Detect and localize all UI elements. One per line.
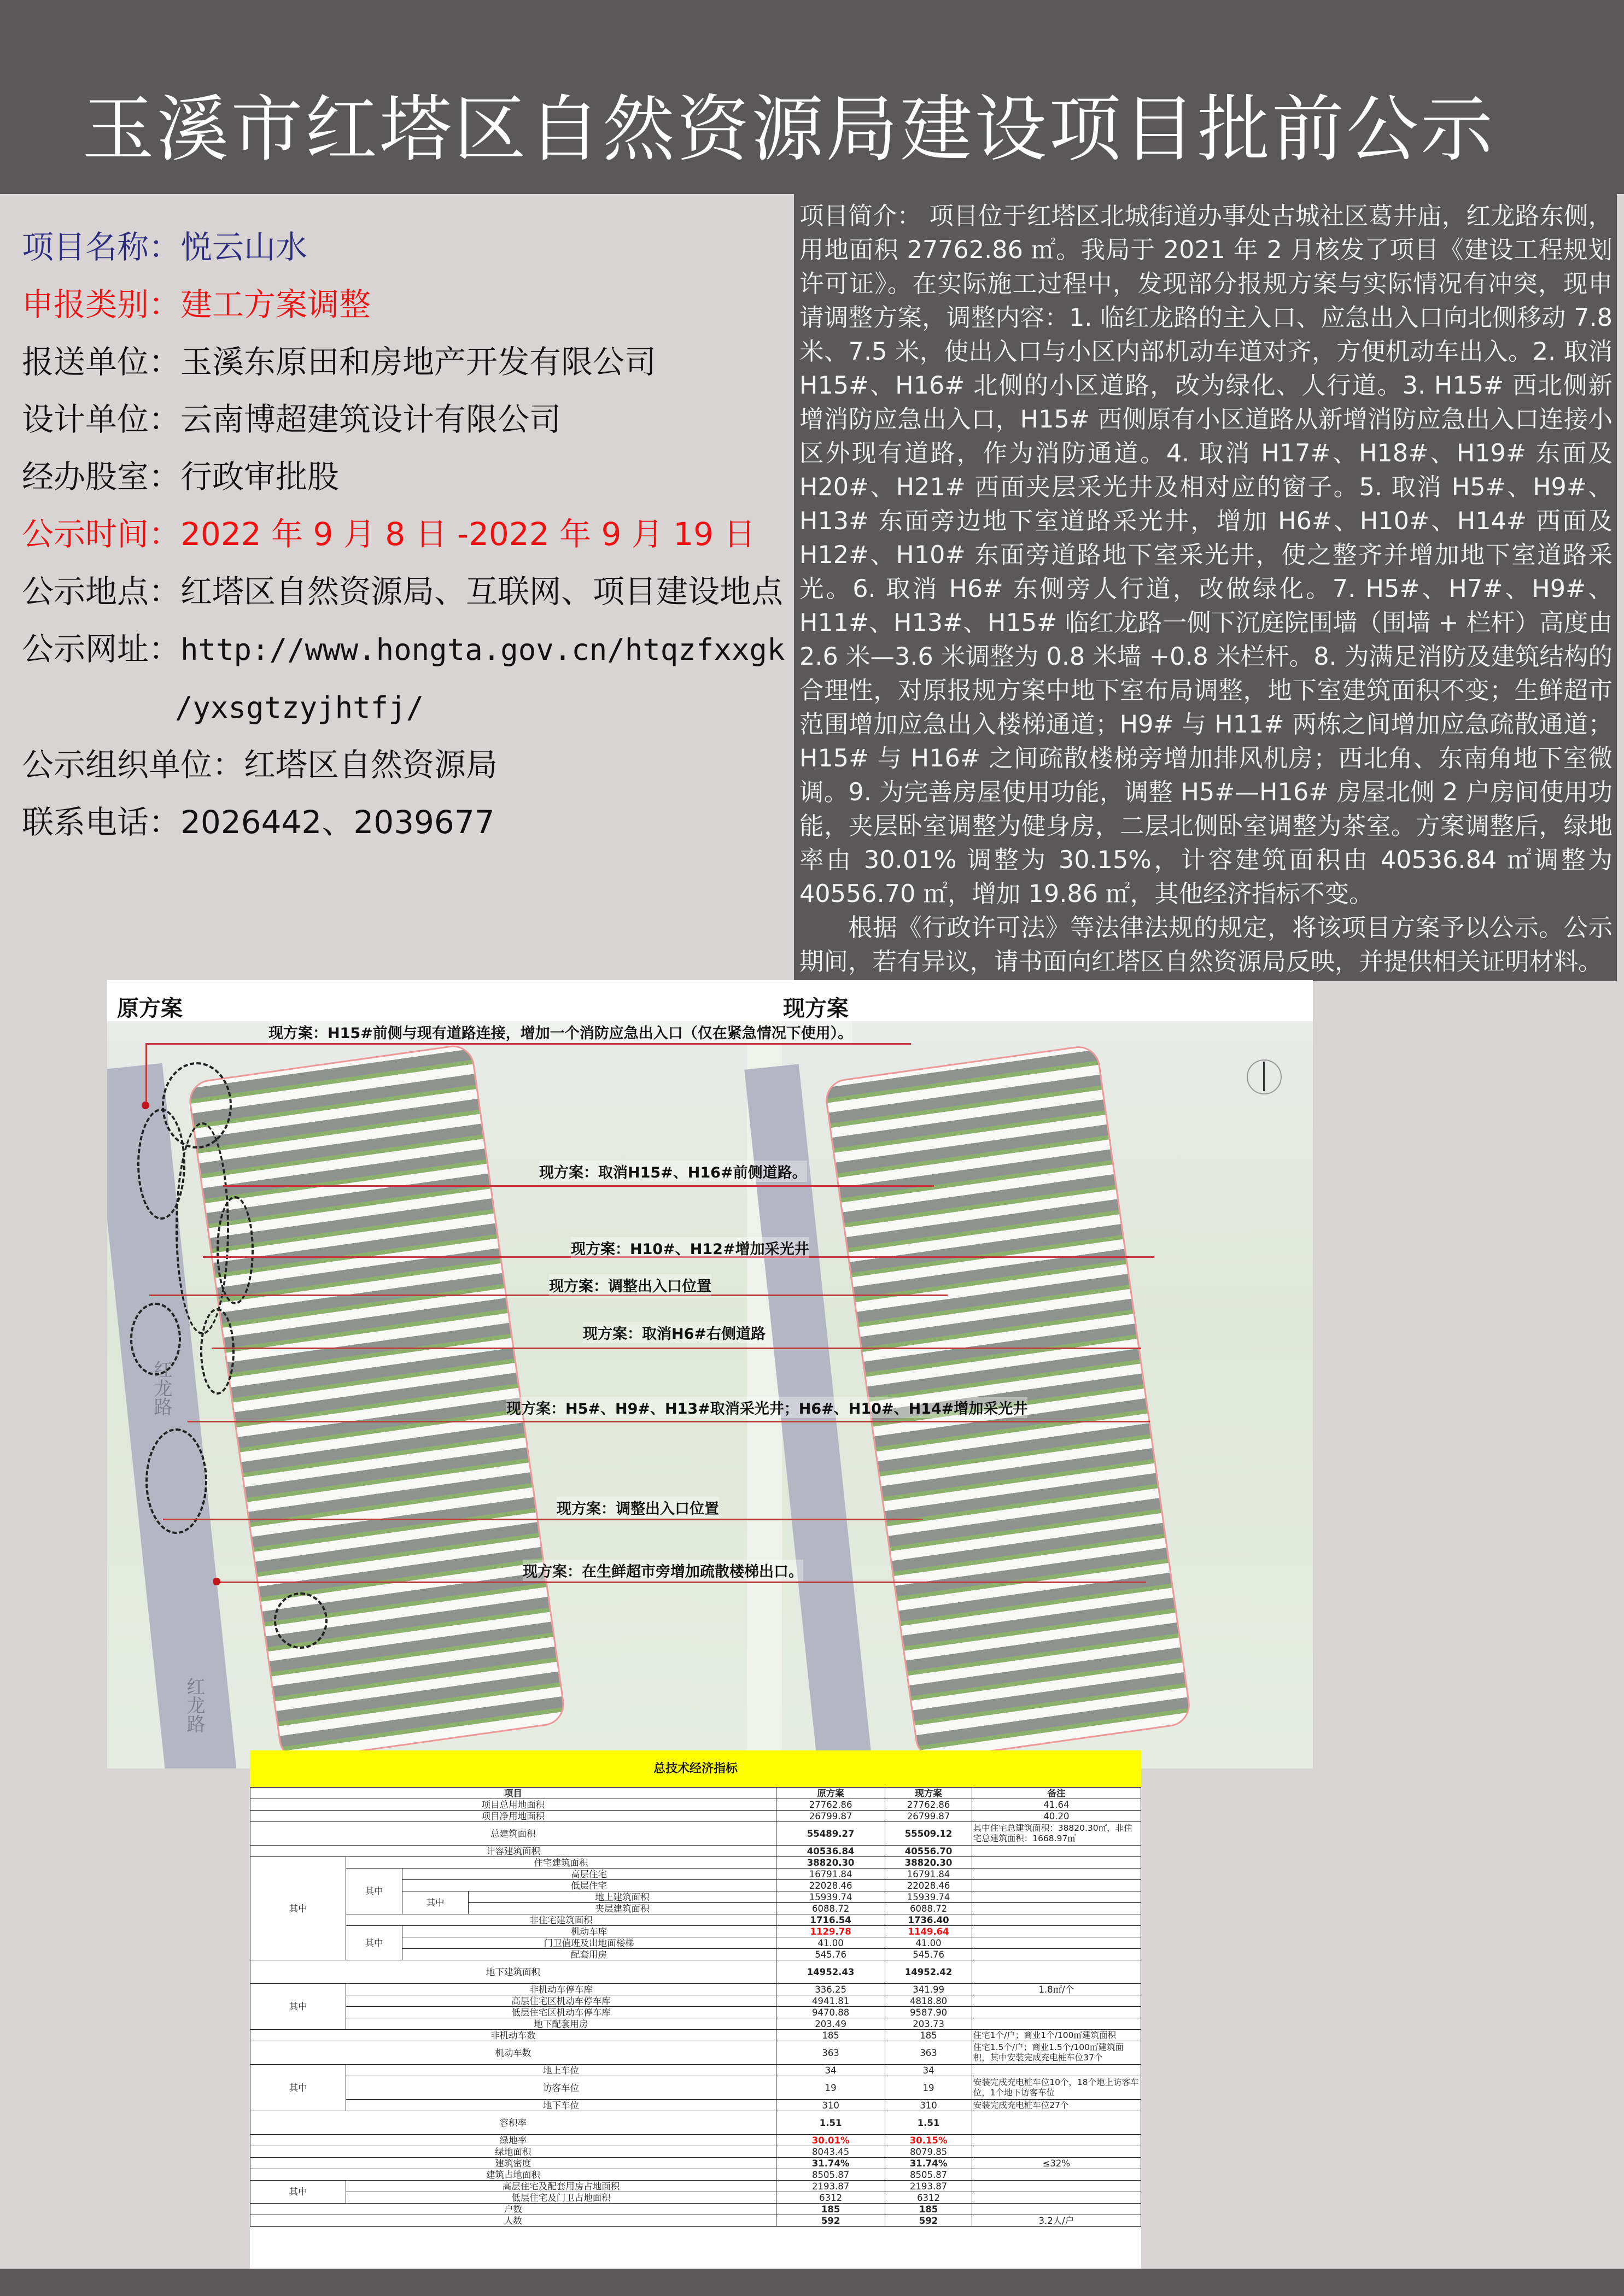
designer-value: 云南博超建筑设计有限公司 xyxy=(180,401,562,438)
original-value: 26799.87 xyxy=(776,1811,885,1822)
row-label: 夹层建筑面积 xyxy=(469,1903,776,1914)
row-label: 低层住宅 xyxy=(402,1880,776,1891)
note: ≤32% xyxy=(972,2158,1141,2169)
category-row xyxy=(22,276,787,333)
row-label: 户数 xyxy=(250,2204,776,2215)
original-value: 592 xyxy=(776,2215,885,2227)
row-label: 非机动车数 xyxy=(250,2030,776,2041)
original-value: 9470.88 xyxy=(776,2007,885,2018)
north-arrow-icon xyxy=(1247,1059,1282,1094)
change-highlight xyxy=(130,1303,181,1375)
original-value: 185 xyxy=(776,2204,885,2215)
table-row xyxy=(250,1857,1141,1869)
original-value: 22028.46 xyxy=(776,1880,885,1891)
table-title: 总技术经济指标 xyxy=(250,1750,1141,1787)
table-row xyxy=(250,2169,1141,2181)
current-plan-label: 现方案 xyxy=(783,996,849,1021)
row-label: 地下建筑面积 xyxy=(250,1960,776,1984)
group-label: 其中 xyxy=(250,1984,346,2030)
table-row xyxy=(250,1995,1141,2007)
period-row xyxy=(22,506,787,563)
leader-line xyxy=(163,1519,923,1520)
original-value: 38820.30 xyxy=(776,1857,885,1869)
annotation: 现方案：取消H15#、H16#前侧道路。 xyxy=(539,1161,807,1182)
label: 报送单位： xyxy=(22,343,181,380)
label: 经办股室： xyxy=(22,458,181,495)
row-label: 总建筑面积 xyxy=(250,1822,776,1846)
current-value: 341.99 xyxy=(885,1984,972,1995)
note xyxy=(972,1857,1141,1869)
row-label: 地下配套用房 xyxy=(346,2018,776,2030)
table-row xyxy=(250,1799,1141,1811)
table-row xyxy=(250,2111,1141,2135)
row-label: 低层住宅及门卫占地面积 xyxy=(346,2192,776,2204)
row-label: 高层住宅区机动车停车库 xyxy=(346,1995,776,2007)
table-row xyxy=(250,2076,1141,2100)
current-value: 8505.87 xyxy=(885,2169,972,2181)
row-label: 配套用房 xyxy=(402,1949,776,1960)
table-row xyxy=(250,2215,1141,2227)
note xyxy=(972,1995,1141,2007)
table-row xyxy=(250,2030,1141,2041)
group-label: 其中 xyxy=(250,2181,346,2204)
indicators-table xyxy=(250,1787,1141,2227)
original-value: 203.49 xyxy=(776,2018,885,2030)
office-value: 行政审批股 xyxy=(180,458,340,495)
current-value: 203.73 xyxy=(885,2018,972,2030)
current-value: 22028.46 xyxy=(885,1880,972,1891)
original-value: 40536.84 xyxy=(776,1846,885,1857)
original-value: 545.76 xyxy=(776,1949,885,1960)
current-value: 26799.87 xyxy=(885,1811,972,1822)
url-link[interactable]: http://www.hongta.gov.cn/htqzfxxgk xyxy=(180,632,785,667)
row-label: 项目总用地面积 xyxy=(250,1799,776,1811)
original-value: 1.51 xyxy=(776,2111,885,2135)
marker-dot xyxy=(142,1102,149,1109)
location-row xyxy=(22,563,787,620)
row-label: 高层住宅及配套用房占地面积 xyxy=(346,2181,776,2192)
note: 安装完成充电桩车位27个 xyxy=(972,2100,1141,2111)
table-row xyxy=(250,1984,1141,1995)
project-summary xyxy=(794,194,1617,981)
annotation: 现方案：H10#、H12#增加采光井 xyxy=(571,1237,809,1258)
current-value: 1736.40 xyxy=(885,1914,972,1926)
group-label: 其中 xyxy=(250,1857,346,1960)
note xyxy=(972,1869,1141,1880)
note xyxy=(972,2065,1141,2076)
table-row xyxy=(250,1822,1141,1846)
project-name: 悦云山水 xyxy=(180,229,308,266)
row-label: 计容建筑面积 xyxy=(250,1846,776,1857)
current-value: 38820.30 xyxy=(885,1857,972,1869)
row-label: 访客车位 xyxy=(346,2076,776,2100)
site-plan-comparison xyxy=(107,980,1313,1768)
current-value: 4818.80 xyxy=(885,1995,972,2007)
note xyxy=(972,2111,1141,2135)
note xyxy=(972,1903,1141,1914)
current-value: 6312 xyxy=(885,2192,972,2204)
phone-row xyxy=(22,794,787,851)
note xyxy=(972,1949,1141,1960)
url-link-cont[interactable]: /yxsgtzyjhtfj/ xyxy=(175,690,424,725)
current-value: 592 xyxy=(885,2215,972,2227)
designer-row xyxy=(22,391,787,448)
note xyxy=(972,1891,1141,1903)
note xyxy=(972,2018,1141,2030)
leader-line xyxy=(145,1043,147,1103)
current-value: 2193.87 xyxy=(885,2181,972,2192)
current-value: 40556.70 xyxy=(885,1846,972,1857)
note xyxy=(972,2135,1141,2146)
original-value: 310 xyxy=(776,2100,885,2111)
leader-line xyxy=(223,1185,934,1187)
leader-line xyxy=(149,1295,948,1296)
row-label: 建筑密度 xyxy=(250,2158,776,2169)
table-row xyxy=(250,1960,1141,1984)
current-value: 185 xyxy=(885,2030,972,2041)
current-value: 9587.90 xyxy=(885,2007,972,2018)
table-row xyxy=(250,2158,1141,2169)
original-value: 4941.81 xyxy=(776,1995,885,2007)
group-label: 其中 xyxy=(250,2065,346,2111)
annotation: 现方案：调整出入口位置 xyxy=(557,1497,719,1518)
organizer-row xyxy=(22,736,787,794)
original-value: 1129.78 xyxy=(776,1926,885,1937)
page-title: 玉溪市红塔区自然资源局建设项目批前公示 xyxy=(82,87,1495,172)
current-value: 6088.72 xyxy=(885,1903,972,1914)
note xyxy=(972,2169,1141,2181)
current-value: 30.15% xyxy=(885,2135,972,2146)
submitter-row xyxy=(22,333,787,391)
original-value: 363 xyxy=(776,2041,885,2065)
economic-indicators-table xyxy=(250,1750,1141,2269)
note xyxy=(972,1880,1141,1891)
original-value: 27762.86 xyxy=(776,1799,885,1811)
table-row xyxy=(250,1846,1141,1857)
current-value: 185 xyxy=(885,2204,972,2215)
phone-value: 2026442、2039677 xyxy=(180,804,495,841)
current-value: 310 xyxy=(885,2100,972,2111)
original-value: 2193.87 xyxy=(776,2181,885,2192)
label: 公示地点： xyxy=(22,573,181,610)
table-row xyxy=(250,2041,1141,2065)
leader-line xyxy=(217,1582,1146,1583)
note: 其中住宅总建筑面积：38820.30㎡，非住宅总建筑面积：1668.97㎡ xyxy=(972,1822,1141,1846)
original-value: 34 xyxy=(776,2065,885,2076)
annotation: 现方案：H5#、H9#、H13#取消采光井；H6#、H10#、H14#增加采光井 xyxy=(506,1397,1027,1418)
original-value: 6312 xyxy=(776,2192,885,2204)
table-row xyxy=(250,1914,1141,1926)
submitter-value: 玉溪东原田和房地产开发有限公司 xyxy=(180,343,657,380)
plan-label-bar xyxy=(107,980,1313,1021)
table-row xyxy=(250,2018,1141,2030)
label: 公示网址： xyxy=(22,630,181,667)
group-label: 其中 xyxy=(346,1926,402,1960)
current-value: 1.51 xyxy=(885,2111,972,2135)
url-row-cont xyxy=(22,678,787,736)
row-label: 机动车数 xyxy=(250,2041,776,2065)
group-label: 其中 xyxy=(402,1891,469,1914)
current-value: 31.74% xyxy=(885,2158,972,2169)
row-label: 住宅建筑面积 xyxy=(346,1857,776,1869)
label: 申报类别： xyxy=(22,286,181,323)
note xyxy=(972,2146,1141,2158)
note xyxy=(972,1960,1141,1984)
label: 公示时间： xyxy=(22,516,181,553)
row-label: 地下车位 xyxy=(346,2100,776,2111)
footer-bar xyxy=(0,2269,1624,2296)
original-value: 15939.74 xyxy=(776,1891,885,1903)
organizer-value: 红塔区自然资源局 xyxy=(244,746,498,783)
note xyxy=(972,2204,1141,2215)
note xyxy=(972,1846,1141,1857)
original-value: 41.00 xyxy=(776,1937,885,1949)
group-label: 其中 xyxy=(346,1869,402,1914)
note xyxy=(972,2192,1141,2204)
original-value: 30.01% xyxy=(776,2135,885,2146)
row-label: 门卫值班及出地面楼梯 xyxy=(402,1937,776,1949)
project-name-row xyxy=(22,219,787,276)
row-label: 低层住宅区机动车停车库 xyxy=(346,2007,776,2018)
note: 40.20 xyxy=(972,1811,1141,1822)
note xyxy=(972,1926,1141,1937)
leader-line xyxy=(188,1421,1150,1422)
note: 住宅1个/户；商业1个/100㎡建筑面积 xyxy=(972,2030,1141,2041)
original-value: 14952.43 xyxy=(776,1960,885,1984)
row-label: 建筑占地面积 xyxy=(250,2169,776,2181)
original-value: 185 xyxy=(776,2030,885,2041)
original-value: 16791.84 xyxy=(776,1869,885,1880)
change-highlight xyxy=(274,1592,328,1649)
note: 1.8㎡/个 xyxy=(972,1984,1141,1995)
header-item: 项目 xyxy=(250,1788,776,1799)
note xyxy=(972,2007,1141,2018)
header-banner xyxy=(0,0,1624,194)
note: 住宅1.5个/户；商业1.5个/100㎡建筑面积，其中安装完成充电桩车位37个 xyxy=(972,2041,1141,2065)
note: 3.2人/户 xyxy=(972,2215,1141,2227)
period-value: 2022 年 9 月 8 日 -2022 年 9 月 19 日 xyxy=(180,516,756,553)
note xyxy=(972,1914,1141,1926)
row-label: 项目净用地面积 xyxy=(250,1811,776,1822)
project-info xyxy=(22,219,787,851)
table-row xyxy=(250,2065,1141,2076)
current-value: 545.76 xyxy=(885,1949,972,1960)
current-value: 8079.85 xyxy=(885,2146,972,2158)
header-current: 现方案 xyxy=(885,1788,972,1799)
row-label: 高层住宅 xyxy=(402,1869,776,1880)
note: 41.64 xyxy=(972,1799,1141,1811)
note xyxy=(972,2181,1141,2192)
current-plan-image xyxy=(782,1021,1313,1768)
table-row xyxy=(250,1869,1141,1880)
original-value: 336.25 xyxy=(776,1984,885,1995)
original-value: 55489.27 xyxy=(776,1822,885,1846)
summary-paragraph: 项目简介： 项目位于红塔区北城街道办事处古城社区葛井庙，红龙路东侧，用地面积 27762.86 ㎡。我局于 2021 年 2 月核发了项目《建设工程规划许可证》。在实际施工过程中，发现部分报规方案与实际情况有冲突，现申请调整方案，调整内容：1. 临红龙路的主入口、应急出入口向北侧移动 7.8 米、7.5 米，使出入口与小区内部机动车道对齐，方便机动车出入。2. 取消 H15#、H16# 北侧的小区道路，改为绿化、人行道。3. H15# 西北侧新增消防应急出入口，H15# 西侧原有小区道路从新增消防应急出入口连接小区外现有道路，作为消防通道。4. 取消 H17#、H18#、H19# 东面及 H20#、H21# 西面夹层采光井及相对应的窗子。5. 取消 H5#、H9#、H13# 东面旁边地下室道路采光井，增加 H6#、H10#、H14# 西面及 H12#、H10# 东面旁道路地下室采光井，使之整齐并增加地下室道路采光。6. 取消 H6# 东侧旁人行道，改做绿化。7. H5#、H7#、H9#、H11#、H13#、H15# 临红龙路一侧下沉庭院围墙（围墙 + 栏杆）高度由 2.6 米—3.6 米调整为 0.8 米墙 +0.8 米栏杆。8. 为满足消防及建筑结构的合理性，对原报规方案中地下室布局调整，地下室建筑面积不变；生鲜超市范围增加应急出入楼梯通道；H9# 与 H11# 两栋之间增加应急疏散通道；H15# 与 H16# 之间疏散楼梯旁增加排风机房；西北角、东南角地下室微调。9. 为完善房屋使用功能，调整 H5#—H16# 房屋北侧 2 户房间使用功能，夹层卧室调整为健身房，二层北侧卧室调整为茶室。方案调整后，绿地率由 30.01% 调整为 30.15%，计容建筑面积由 40536.84 ㎡调整为 40556.70 ㎡，增加 19.86 ㎡，其他经济指标不变。 xyxy=(799,202,1613,908)
change-highlight xyxy=(200,1308,235,1395)
original-plan-image xyxy=(107,1021,747,1768)
current-value: 15939.74 xyxy=(885,1891,972,1903)
table-row xyxy=(250,2007,1141,2018)
row-label: 地上建筑面积 xyxy=(469,1891,776,1903)
current-value: 27762.86 xyxy=(885,1799,972,1811)
row-label: 绿地率 xyxy=(250,2135,776,2146)
table-row xyxy=(250,2135,1141,2146)
road-label: 红龙路 xyxy=(183,1677,205,1733)
leader-line xyxy=(212,1348,1141,1349)
table-header-row xyxy=(250,1788,1141,1799)
original-value: 1716.54 xyxy=(776,1914,885,1926)
table-row xyxy=(250,2181,1141,2192)
current-value: 16791.84 xyxy=(885,1869,972,1880)
original-plan-label: 原方案 xyxy=(117,996,183,1021)
category-value: 建工方案调整 xyxy=(180,286,371,323)
table-row xyxy=(250,1926,1141,1937)
table-row xyxy=(250,2146,1141,2158)
original-value: 19 xyxy=(776,2076,885,2100)
table-row xyxy=(250,2100,1141,2111)
table-row xyxy=(250,2192,1141,2204)
annotation: 现方案：调整出入口位置 xyxy=(549,1274,711,1296)
current-value: 55509.12 xyxy=(885,1822,972,1846)
current-value: 363 xyxy=(885,2041,972,2065)
row-label: 人数 xyxy=(250,2215,776,2227)
note: 安装完成充电桩车位10个，18个地上访客车位，1个地下访客车位 xyxy=(972,2076,1141,2100)
row-label: 非机动车停车库 xyxy=(346,1984,776,1995)
leader-line xyxy=(145,1043,911,1045)
table-row xyxy=(250,1811,1141,1822)
row-label: 绿地面积 xyxy=(250,2146,776,2158)
annotation: 现方案：取消H6#右侧道路 xyxy=(583,1322,766,1343)
header-original: 原方案 xyxy=(776,1788,885,1799)
original-value: 6088.72 xyxy=(776,1903,885,1914)
header-note: 备注 xyxy=(972,1788,1141,1799)
office-row xyxy=(22,448,787,506)
road-label: 红龙路 xyxy=(150,1360,172,1416)
row-label: 地上车位 xyxy=(346,2065,776,2076)
location-value: 红塔区自然资源局、互联网、项目建设地点 xyxy=(180,573,784,610)
change-highlight xyxy=(217,1196,254,1304)
original-value: 8043.45 xyxy=(776,2146,885,2158)
summary-paragraph-notice: 根据《行政许可法》等法律法规的规定，将该项目方案予以公示。公示期间，若有异议，请书面向红塔区自然资源局反映，并提供相关证明材料。 xyxy=(799,914,1613,976)
current-value: 1149.64 xyxy=(885,1926,972,1937)
row-label: 容积率 xyxy=(250,2111,776,2135)
row-label: 非住宅建筑面积 xyxy=(346,1914,776,1926)
current-value: 19 xyxy=(885,2076,972,2100)
row-label: 机动车库 xyxy=(402,1926,776,1937)
url-row xyxy=(22,620,787,678)
table-row xyxy=(250,2204,1141,2215)
current-value: 41.00 xyxy=(885,1937,972,1949)
original-value: 8505.87 xyxy=(776,2169,885,2181)
label: 项目名称： xyxy=(22,229,181,266)
current-value: 34 xyxy=(885,2065,972,2076)
annotation: 现方案：H15#前侧与现有道路连接，增加一个消防应急出入口（仅在紧急情况下使用）。 xyxy=(268,1021,852,1042)
label: 联系电话： xyxy=(22,804,181,841)
annotation: 现方案：在生鲜超市旁增加疏散楼梯出口。 xyxy=(523,1560,803,1581)
note xyxy=(972,1937,1141,1949)
label: 设计单位： xyxy=(22,401,181,438)
label: 公示组织单位： xyxy=(22,746,244,783)
marker-dot xyxy=(213,1578,220,1585)
original-value: 31.74% xyxy=(776,2158,885,2169)
current-value: 14952.42 xyxy=(885,1960,972,1984)
